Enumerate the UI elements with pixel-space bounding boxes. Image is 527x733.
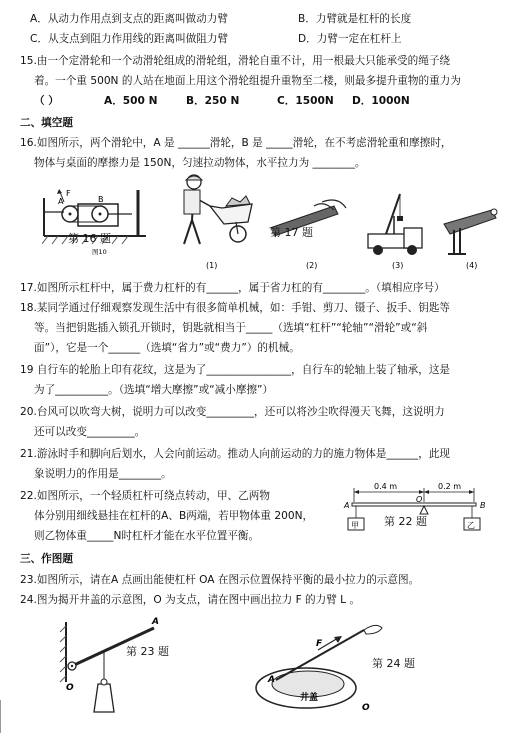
q15-option-d: D．1000N <box>352 95 410 107</box>
fig23-caption: 第 23 题 <box>126 645 169 658</box>
section-drawing-heading: 三、作图题 <box>20 553 73 565</box>
fig22-caption: 第 22 题 <box>384 515 427 528</box>
q14-option-b: B．力臂就是杠杆的长度 <box>298 13 412 25</box>
fig22-length-b: 0.2 m <box>438 482 462 491</box>
fig22-length-a: 0.4 m <box>374 482 398 491</box>
q22-line-1: 22.如图所示，一个轻质杠杆可绕点转动，甲、乙两物 <box>20 490 270 502</box>
fig22-object-yi: 乙 <box>467 521 475 530</box>
q15-option-c: C．1500N <box>277 95 334 107</box>
q15-line-2: 着。一个重 500N 的人站在地面上用这个滑轮组提升重物至二楼，则最多提升重物的重力为 <box>34 75 461 87</box>
q15-blank: （ ） <box>34 95 59 107</box>
fig24-lid-label: 井盖 <box>300 693 319 703</box>
q21-line-1: 21.游泳时手和脚向后划水，人会向前运动。推动人向前运动的力的施力物体是______，此现 <box>20 448 451 460</box>
fig17-label-1: (1) <box>206 261 218 270</box>
q14-option-a: A．从动力作用点到支点的距离叫做动力臂 <box>30 13 228 25</box>
fig22-label-o: O <box>416 495 423 504</box>
fig23-label-a: A <box>152 617 159 627</box>
fig16-caption: 第 16 题 <box>68 232 111 245</box>
fig17-caption: 第 17 题 <box>270 226 313 239</box>
figure-24-manhole-cover <box>254 616 388 716</box>
fig17-label-3: (3) <box>392 261 404 270</box>
q15-option-b: B．250 N <box>186 95 240 107</box>
q16-line-2: 物体与桌面的摩擦力是 150N，匀速拉动物体，水平拉力为 ________。 <box>34 157 366 169</box>
q20-line-1: 20.台风可以吹弯大树，说明力可以改变_________，还可以将沙尘吹得漫天飞舞，这说明力 <box>20 406 445 418</box>
fig24-label-f: F <box>316 639 323 649</box>
figure-17-crane-truck <box>364 186 428 272</box>
fig22-label-b: B <box>480 501 486 510</box>
fig16-label-b: B <box>98 195 104 204</box>
q19-line-1: 19 自行车的轮胎上印有花纹，这是为了________________，自行车的轮轴上装了轴承，这是 <box>20 364 451 376</box>
q24-line: 24.图为揭开井盖的示意图，O 为支点，请在图中画出拉力 F 的力臂 L 。 <box>20 594 361 606</box>
q15-line-1: 15.由一个定滑轮和一个动滑轮组成的滑轮组，滑轮自重不计，用一根最大只能承受的绳子绕 <box>20 55 451 67</box>
figure-17-wheelbarrow <box>170 172 256 272</box>
fig24-caption: 第 24 题 <box>372 657 415 670</box>
q18-line-1: 18.某同学通过仔细观察发现生活中有很多简单机械，如：手钳、剪刀、镊子、扳手、钥匙等 <box>20 302 451 314</box>
section-fill-in-heading: 二、填空题 <box>20 117 73 129</box>
figure-17-scissors-arm <box>440 200 500 272</box>
q18-line-3: 面”），它是一个______（选填“省力”或“费力”）的机械。 <box>34 342 300 354</box>
fig22-object-jia: 甲 <box>351 521 359 530</box>
q14-option-c: C．从支点到阻力作用线的距离叫做阻力臂 <box>30 33 229 45</box>
q22-line-3: 则乙物体重_____N时杠杆才能在水平位置平衡。 <box>34 530 260 542</box>
figure-23-lever <box>58 612 168 724</box>
fig16-note: 图10 <box>92 248 107 256</box>
q15-option-a: A．500 N <box>104 95 158 107</box>
q21-line-2: 象说明力的作用是________。 <box>34 468 172 480</box>
q14-option-d: D．力臂一定在杠杆上 <box>298 33 402 45</box>
figure-22-lever <box>338 478 500 538</box>
fig16-label-a: A <box>58 197 64 206</box>
fig16-label-f: F <box>66 189 71 198</box>
fig24-label-o: O <box>362 703 370 713</box>
fig22-label-a: A <box>344 501 350 510</box>
q23-line: 23.如图所示，请在A 点画出能使杠杆 OA 在图示位置保持平衡的最小拉力的示意图。 <box>20 574 420 586</box>
fig24-label-a: A <box>268 675 275 685</box>
q17-line: 17.如图所示杠杆中，属于费力杠杆的有______，属于省力杠的有________。（填相应序号） <box>20 282 445 294</box>
figure-16-pulleys <box>42 184 162 256</box>
q22-line-2: 体分别用细线悬挂在杠杆的A、B两端，若甲物体重 200N， <box>34 510 314 522</box>
fig17-label-4: (4) <box>466 261 478 270</box>
q19-line-2: 为了__________。（选填“增大摩擦”或“减小摩擦”） <box>34 384 274 396</box>
q18-line-2: 等。当把钥匙插入锁孔开锁时，钥匙就相当于_____（选填“杠杆”“轮轴”“滑轮”或“斜 <box>34 322 428 334</box>
q20-line-2: 还可以改变_________。 <box>34 426 146 438</box>
fig23-label-o: O <box>66 683 74 693</box>
q16-line-1: 16.如图所示，两个滑轮中，A 是 ______滑轮，B 是 _____滑轮，在不考虑滑轮重和摩擦时， <box>20 137 452 149</box>
page-edge-mark <box>0 700 5 733</box>
fig17-label-2: (2) <box>306 261 318 270</box>
